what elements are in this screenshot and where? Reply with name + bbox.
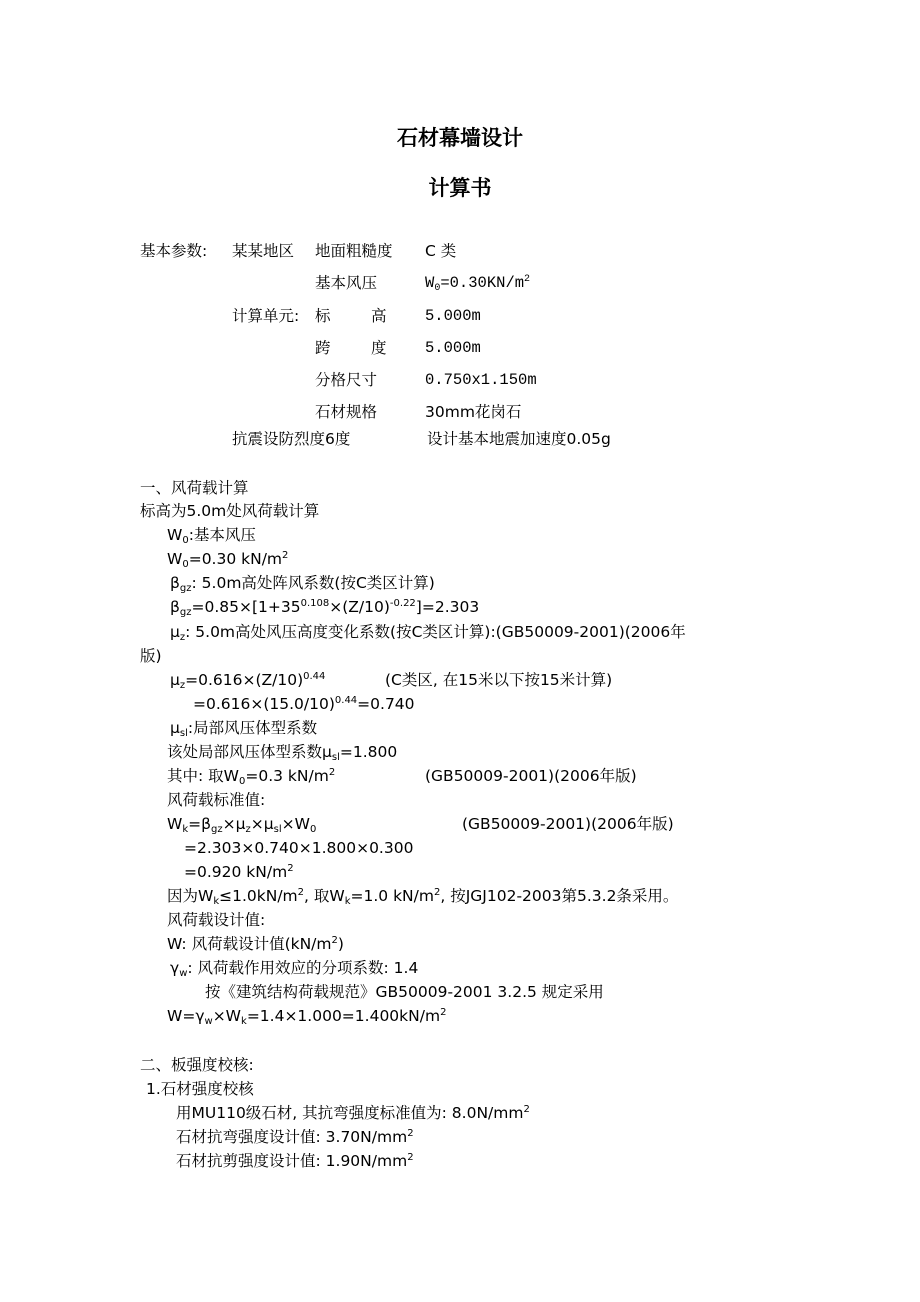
gb-reference-1: (GB50009-2001)(2006年版) xyxy=(425,767,637,785)
height-label-1: 标 xyxy=(315,307,331,325)
musl-definition: $\mu_{sl}$:局部风压体型系数 xyxy=(170,719,318,739)
gb-reference-2: (GB50009-2001)(2006年版) xyxy=(462,815,674,833)
gamma-definition: $\gamma_w$: 风荷载作用效应的分项系数: 1.4 xyxy=(170,959,419,979)
wk-calc-1: =2.303×0.740×1.800×0.300 xyxy=(184,839,414,857)
wk-standard-label: 风荷载标准值: xyxy=(167,791,266,809)
roughness-value: C 类 xyxy=(425,242,457,260)
plate-heading: 二、板强度校核: xyxy=(140,1056,254,1074)
seismic-label: 抗震设防烈度6度 xyxy=(232,430,351,448)
wind-intro: 标高为5.0m处风荷载计算 xyxy=(140,502,320,520)
mu-note: (C类区, 在15米以下按15米计算) xyxy=(385,671,613,689)
plate-line-3: 石材抗剪强度设计值: $1.90N/mm^2$ xyxy=(176,1152,414,1170)
wk-calc-2: =0.920 $kN/m^2$ xyxy=(184,863,294,881)
w0-value-line: $W_0=0.30$ $kN/m^2$ xyxy=(167,550,289,570)
wk-formula: $W_k=\beta_{gz}\times\mu_z\times\mu_{sl}\times W_0$ xyxy=(167,815,317,835)
w-definition: W: 风荷载设计值$(kN/m^2)$ xyxy=(167,935,344,953)
beta-definition: $\beta_{gz}$: 5.0m高处阵风系数(按C类区计算) xyxy=(170,574,435,594)
height-label-2: 高 xyxy=(371,307,387,325)
w-design-label: 风荷载设计值: xyxy=(167,911,266,929)
params-region: 某某地区 xyxy=(232,242,295,260)
plate-subheading: 1.石材强度校核 xyxy=(146,1080,254,1098)
stone-label: 石材规格 xyxy=(315,403,378,421)
document-title: 石材幕墙设计 xyxy=(397,125,523,150)
beta-formula: $\beta_{gz}=0.85\times[1+35^{0.108}\times(Z/10)^{-0.22}]=2.303$ xyxy=(170,598,480,618)
gamma-reference: 按《建筑结构荷载规范》GB50009-2001 3.2.5 规定采用 xyxy=(205,983,604,1001)
span-value: 5.000m xyxy=(425,339,481,357)
span-label-2: 度 xyxy=(371,339,387,357)
height-value: 5.000m xyxy=(425,307,481,325)
w0-definition: $W_0$:基本风压 xyxy=(167,526,256,546)
grid-label: 分格尺寸 xyxy=(315,371,378,389)
span-label-1: 跨 xyxy=(315,339,331,357)
params-label: 基本参数: xyxy=(140,242,208,260)
seismic-accel: 设计基本地震加速度0.05g xyxy=(427,430,611,448)
where-line: 其中: 取$W_0=0.3$ $kN/m^2$ xyxy=(167,767,336,787)
plate-line-2: 石材抗弯强度设计值: $3.70N/mm^2$ xyxy=(176,1128,414,1146)
document-subtitle: 计算书 xyxy=(428,175,492,200)
unit-label: 计算单元: xyxy=(232,307,300,325)
mu-definition-cont: 版) xyxy=(140,647,162,665)
mu-definition: $\mu_z$: 5.0m高处风压高度变化系数(按C类区计算):(GB50009-2001)(2006年 xyxy=(170,623,686,643)
wind-pressure-value: $W_0=0.30KN/m^2$ xyxy=(425,274,531,294)
plate-line-1: 用MU110级石材, 其抗弯强度标准值为: $8.0N/mm^2$ xyxy=(176,1104,530,1122)
w-formula: $W=\gamma_w\times W_k=1.4\times 1.000=1.400kN/m^2$ xyxy=(167,1007,447,1027)
mu-formula-2: $=0.616\times(15.0/10)^{0.44}=0.740$ xyxy=(193,695,415,713)
mu-formula: $\mu_z=0.616\times(Z/10)^{0.44}$ xyxy=(170,671,326,691)
because-line: 因为$W_k\le 1.0kN/m^2$, 取$W_k=1.0$ $kN/m^2$, 按JGJ102-2003第5.3.2条采用。 xyxy=(167,887,679,907)
roughness-label: 地面粗糙度 xyxy=(315,242,393,260)
musl-value: 该处局部风压体型系数$\mu_{sl}=1.800$ xyxy=(167,743,398,763)
stone-value: 30mm花岗石 xyxy=(425,403,522,421)
grid-value: 0.750x1.150m xyxy=(425,371,537,389)
wind-pressure-label: 基本风压 xyxy=(315,274,378,292)
wind-heading: 一、风荷载计算 xyxy=(140,479,249,497)
